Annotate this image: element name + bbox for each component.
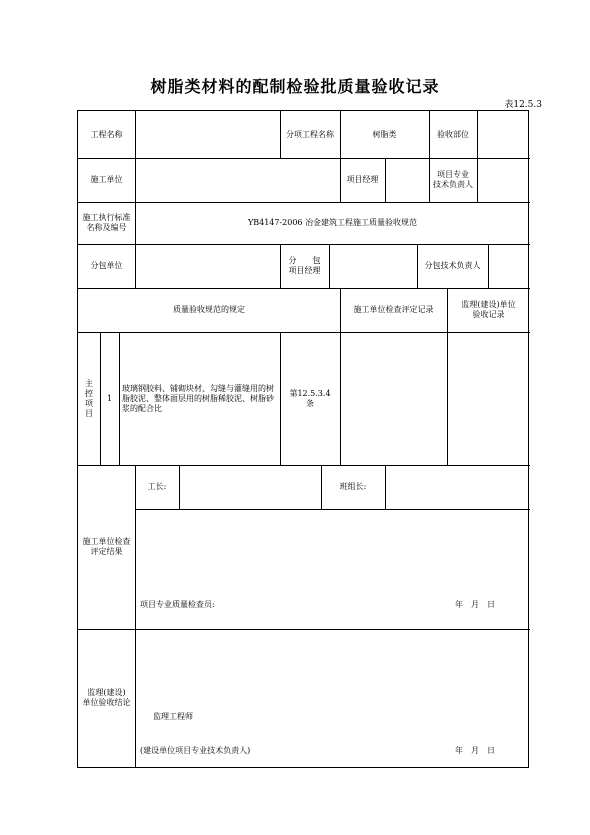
acceptance-part-label: 验收部位 xyxy=(437,129,469,139)
sub-project-label: 分项工程名称 xyxy=(286,129,334,139)
page-title: 树脂类材料的配制检验批质量验收记录 xyxy=(150,77,440,96)
sub-project-value: 树脂类 xyxy=(372,129,397,139)
supervision-header: 监理(建设)单位 验收记录 xyxy=(461,300,516,319)
construction-check-header: 施工单位检查评定记录 xyxy=(353,305,434,314)
acceptance-part-field[interactable] xyxy=(477,111,530,158)
tech-lead-field[interactable] xyxy=(477,158,530,202)
team-leader-label: 班组长: xyxy=(339,482,367,491)
supervision-engineer-label: 监理工程师 xyxy=(153,712,193,721)
project-manager-label: 项目经理 xyxy=(346,175,379,184)
tech-lead-label: 项目专业 技术负责人 xyxy=(433,170,473,189)
construction-unit-label: 施工单位 xyxy=(90,175,123,184)
supervision-conclusion-label: 监理(建设) 单位验收结论 xyxy=(82,688,131,707)
standard-label: 施工执行标准 名称及编号 xyxy=(82,213,131,232)
item-construction-check-field[interactable] xyxy=(340,332,447,465)
subcontract-tech-field[interactable] xyxy=(488,244,530,288)
project-name-field[interactable] xyxy=(135,111,280,158)
item-clause: 第12.5.3.4 条 xyxy=(289,388,331,408)
project-name-label: 工程名称 xyxy=(90,129,123,139)
subcontract-manager-field[interactable] xyxy=(329,244,417,288)
standard-value: YB4147-2006 冶金建筑工程施工质量验收规范 xyxy=(247,218,418,227)
table-number: 表12.5.3 xyxy=(504,100,542,110)
project-manager-field[interactable] xyxy=(385,158,429,202)
spec-column-header: 质量验收规范的规定 xyxy=(173,305,245,314)
item-number: 1 xyxy=(106,393,113,403)
inspector-label: 项目专业质量检查员: xyxy=(140,600,215,609)
evaluation-date: 年 月 日 xyxy=(455,600,495,609)
main-control-label: 主 控 项 目 xyxy=(85,378,93,418)
foreman-label: 工长: xyxy=(147,482,167,491)
subcontract-unit-field[interactable] xyxy=(135,244,280,288)
subcontract-manager-label: 分 包 项目经理 xyxy=(288,256,321,275)
supervision-date: 年 月 日 xyxy=(455,746,495,755)
subcontract-unit-label: 分包单位 xyxy=(90,261,123,270)
subcontract-tech-label: 分包技术负责人 xyxy=(424,261,481,270)
item-description: 玻璃钢胶料、铺砌块材、勾缝与灌缝用的树脂胶泥、整体面层用的树脂稀胶泥、树脂砂浆的配合比 xyxy=(122,383,274,413)
acceptance-record-table xyxy=(77,110,529,768)
construction-unit-field[interactable] xyxy=(135,158,340,202)
item-supervision-field[interactable] xyxy=(447,332,530,465)
owner-tech-lead-label: (建设单位项目专业技术负责人) xyxy=(140,746,251,755)
evaluation-label: 施工单位检查 评定结果 xyxy=(82,537,131,556)
team-leader-field[interactable] xyxy=(385,465,530,509)
foreman-field[interactable] xyxy=(179,465,321,509)
